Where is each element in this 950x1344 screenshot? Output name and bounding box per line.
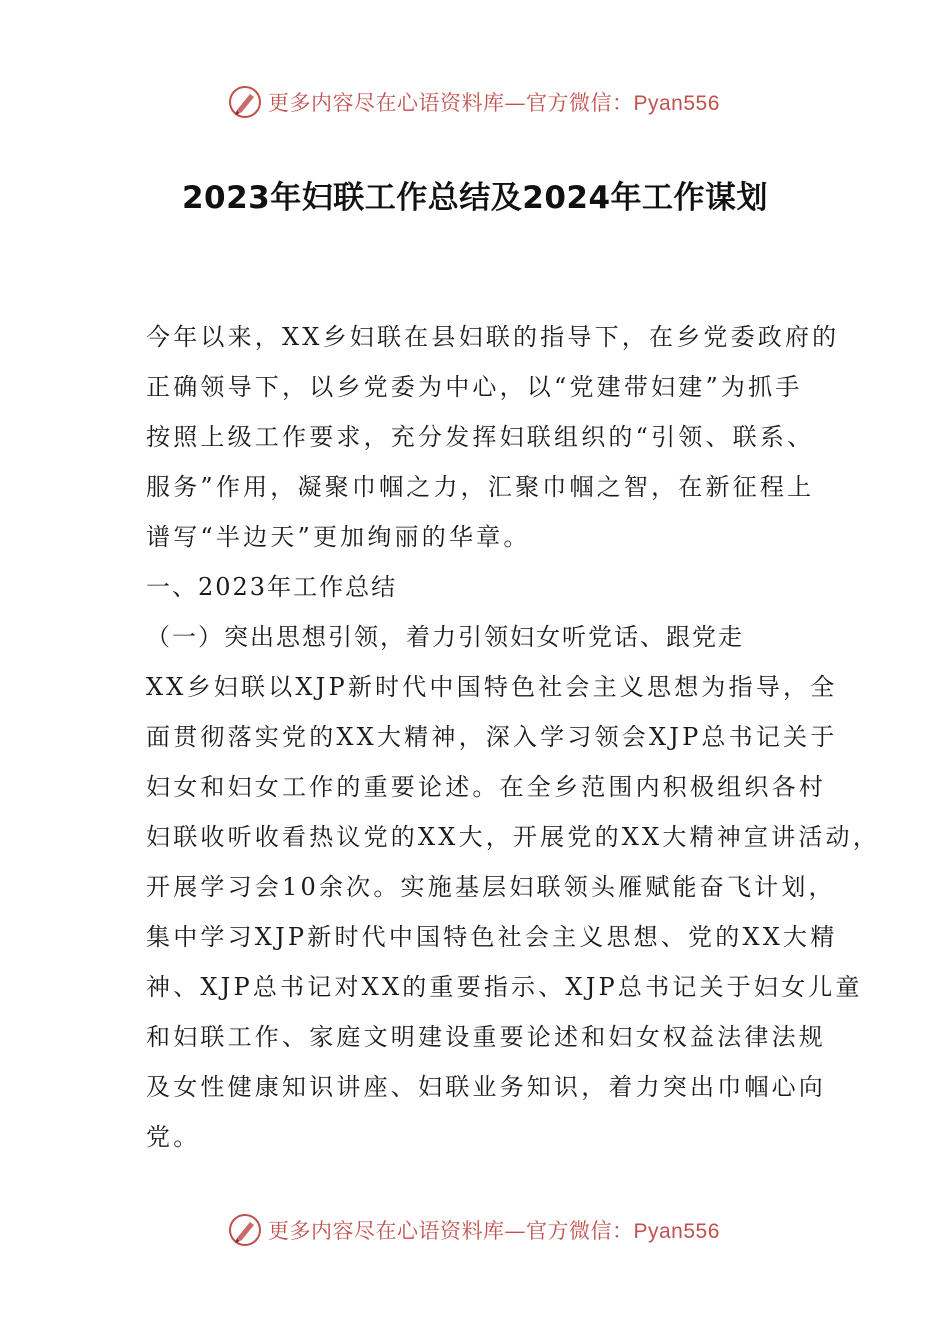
body-line: 今年以来，XX乡妇联在县妇联的指导下，在乡党委政府的 (146, 323, 840, 351)
subsection-heading: （一）突出思想引领，着力引领妇女听党话、跟党走 (146, 623, 744, 651)
pen-logo-icon (228, 85, 262, 119)
watermark-banner-top (228, 82, 720, 122)
body-line: 开展学习会10余次。实施基层妇联领头雁赋能奋飞计划， (146, 873, 836, 901)
body-line: 妇联收听收看热议党的XX大，开展党的XX大精神宣讲活动， (146, 823, 880, 851)
document-body (146, 312, 880, 1162)
watermark-banner-bottom (228, 1210, 720, 1250)
body-line: 神、XJP总书记对XX的重要指示、XJP总书记关于妇女儿童 (146, 973, 863, 1001)
body-line: 集中学习XJP新时代中国特色社会主义思想、党的XX大精 (146, 923, 838, 951)
body-line: XX乡妇联以XJP新时代中国特色社会主义思想为指导，全 (146, 673, 838, 701)
section-heading: 一、2023年工作总结 (146, 573, 398, 601)
body-line: 按照上级工作要求，充分发挥妇联组织的“引领、联系、 (146, 423, 815, 451)
body-line: 正确领导下，以乡党委为中心，以“党建带妇建”为抓手 (146, 373, 803, 401)
body-line: 服务”作用，凝聚巾帼之力，汇聚巾帼之智，在新征程上 (146, 473, 815, 501)
body-line: 面贯彻落实党的XX大精神，深入学习领会XJP总书记关于 (146, 723, 838, 751)
body-line: 谱写“半边天”更加绚丽的华章。 (146, 523, 531, 551)
pen-logo-icon (228, 1213, 262, 1247)
body-line: 及女性健康知识讲座、妇联业务知识，着力突出巾帼心向 (146, 1073, 826, 1101)
watermark-text: 更多内容尽在心语资料库—官方微信：Pyan556 (268, 1219, 720, 1243)
body-line: 和妇联工作、家庭文明建设重要论述和妇女权益法律法规 (146, 1023, 826, 1051)
document-title: 2023年妇联工作总结及2024年工作谋划 (181, 180, 769, 216)
watermark-text: 更多内容尽在心语资料库—官方微信：Pyan556 (268, 91, 720, 115)
body-line: 妇女和妇女工作的重要论述。在全乡范围内积极组织各村 (146, 773, 826, 801)
body-line: 党。 (146, 1123, 201, 1151)
